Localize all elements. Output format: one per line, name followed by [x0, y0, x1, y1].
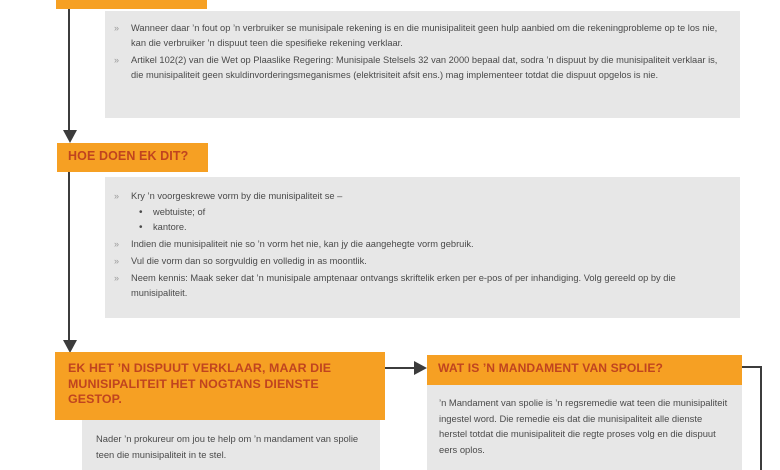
section-heading-ek-het-label: EK HET ’N DISPUUT VERKLAAR, MAAR DIE MUNISIPALITEIT HET NOGTANS DIENSTE GESTOP.: [68, 361, 332, 407]
list-item: [111, 53, 724, 83]
list-item: [111, 254, 724, 269]
list-item: [111, 189, 724, 235]
list-item: [111, 271, 724, 301]
bullet-marker-icon: »: [114, 55, 120, 66]
list-item: [111, 21, 724, 51]
bullet-list-hoe: [111, 189, 724, 301]
content-panel-ek-het-dispuut: [82, 420, 380, 470]
dot-bullet-icon: •: [139, 206, 143, 218]
connector-vertical-line-3: [760, 366, 762, 470]
bullet-marker-icon: »: [114, 239, 120, 250]
section-heading-hoe-label: HOE DOEN EK DIT?: [68, 149, 189, 163]
connector-vertical-line-2: [68, 172, 70, 342]
content-panel-hoe-doen-ek-dit: [105, 177, 740, 318]
panel-body-text: Nader ’n prokureur om jou te help om ’n mandament van spolie teen die munisipaliteit in te stel.: [96, 433, 359, 460]
section-heading-bar-ek-het-dispuut: [55, 352, 385, 420]
list-item-text: Vul die vorm dan so sorgvuldig en volledig in as moontlik.: [131, 256, 367, 267]
sub-list-item-text: webtuiste; of: [153, 207, 206, 218]
bullet-marker-icon: »: [114, 191, 120, 201]
section-heading-bar-top: [56, 0, 207, 9]
arrow-right-icon-1: [414, 361, 427, 375]
section-heading-wat-is-label: WAT IS ’N MANDAMENT VAN SPOLIE?: [438, 361, 664, 375]
sub-list-item-text: kantore.: [153, 222, 187, 233]
panel-body-text: ’n Mandament van spolie is ’n regsremedie wat teen die munisipaliteit ingestel word. Die remedie eis dat die munisipaliteit alle dienste herstel totdat die munisipaliteit die regte proses volg en die dispuut eers oplos.: [439, 397, 728, 455]
dot-bullet-icon: •: [139, 221, 143, 233]
list-item-text: Artikel 102(2) van die Wet op Plaaslike Regering: Munisipale Stelsels 32 van 2000 bepaal dat, sodra ’n dispuut by die munisipaliteit verklaar is, die munisipaliteit geen skuldinvorderingsmeganismes (elektrisiteit afsit ens.) mag implementeer totdat die dispuut opgelos is nie.: [131, 55, 718, 81]
arrow-down-icon-1: [63, 130, 77, 143]
list-item: [111, 237, 724, 252]
connector-horizontal-line-2: [740, 366, 762, 368]
connector-vertical-line-1: [68, 8, 70, 132]
list-item-text: Wanneer daar ’n fout op ’n verbruiker se munisipale rekening is en die munisipaliteit geen hulp aanbied om die rekeningprobleme op te los nie, kan die verbruiker ’n dispuut teen die spesifieke rekening verklaar.: [131, 23, 718, 49]
bullet-marker-icon: »: [114, 256, 120, 267]
sub-list-item: [131, 220, 724, 235]
section-heading-bar-hoe-doen-ek-dit: [57, 143, 208, 172]
bullet-marker-icon: »: [114, 23, 120, 33]
sub-list-item: [131, 205, 724, 220]
sub-bullet-list: [131, 205, 724, 235]
content-panel-top: [105, 11, 740, 118]
list-item-text: Neem kennis: Maak seker dat ’n munisipale amptenaar ontvangs skriftelik erken per e-pos of per inhandiging. Volg gereeld op by die munisipaliteit.: [131, 273, 676, 299]
bullet-marker-icon: »: [114, 273, 120, 284]
bullet-list-top: [111, 21, 724, 83]
list-item-text: Indien die munisipaliteit nie so ’n vorm het nie, kan jy die aangehegte vorm gebruik.: [131, 239, 474, 250]
list-item-text: Kry ’n voorgeskrewe vorm by die munisipaliteit se –: [131, 191, 343, 201]
content-panel-wat-is-mandament: [427, 385, 742, 470]
section-heading-bar-wat-is-mandament: [427, 355, 742, 385]
connector-horizontal-line-1: [384, 367, 417, 369]
